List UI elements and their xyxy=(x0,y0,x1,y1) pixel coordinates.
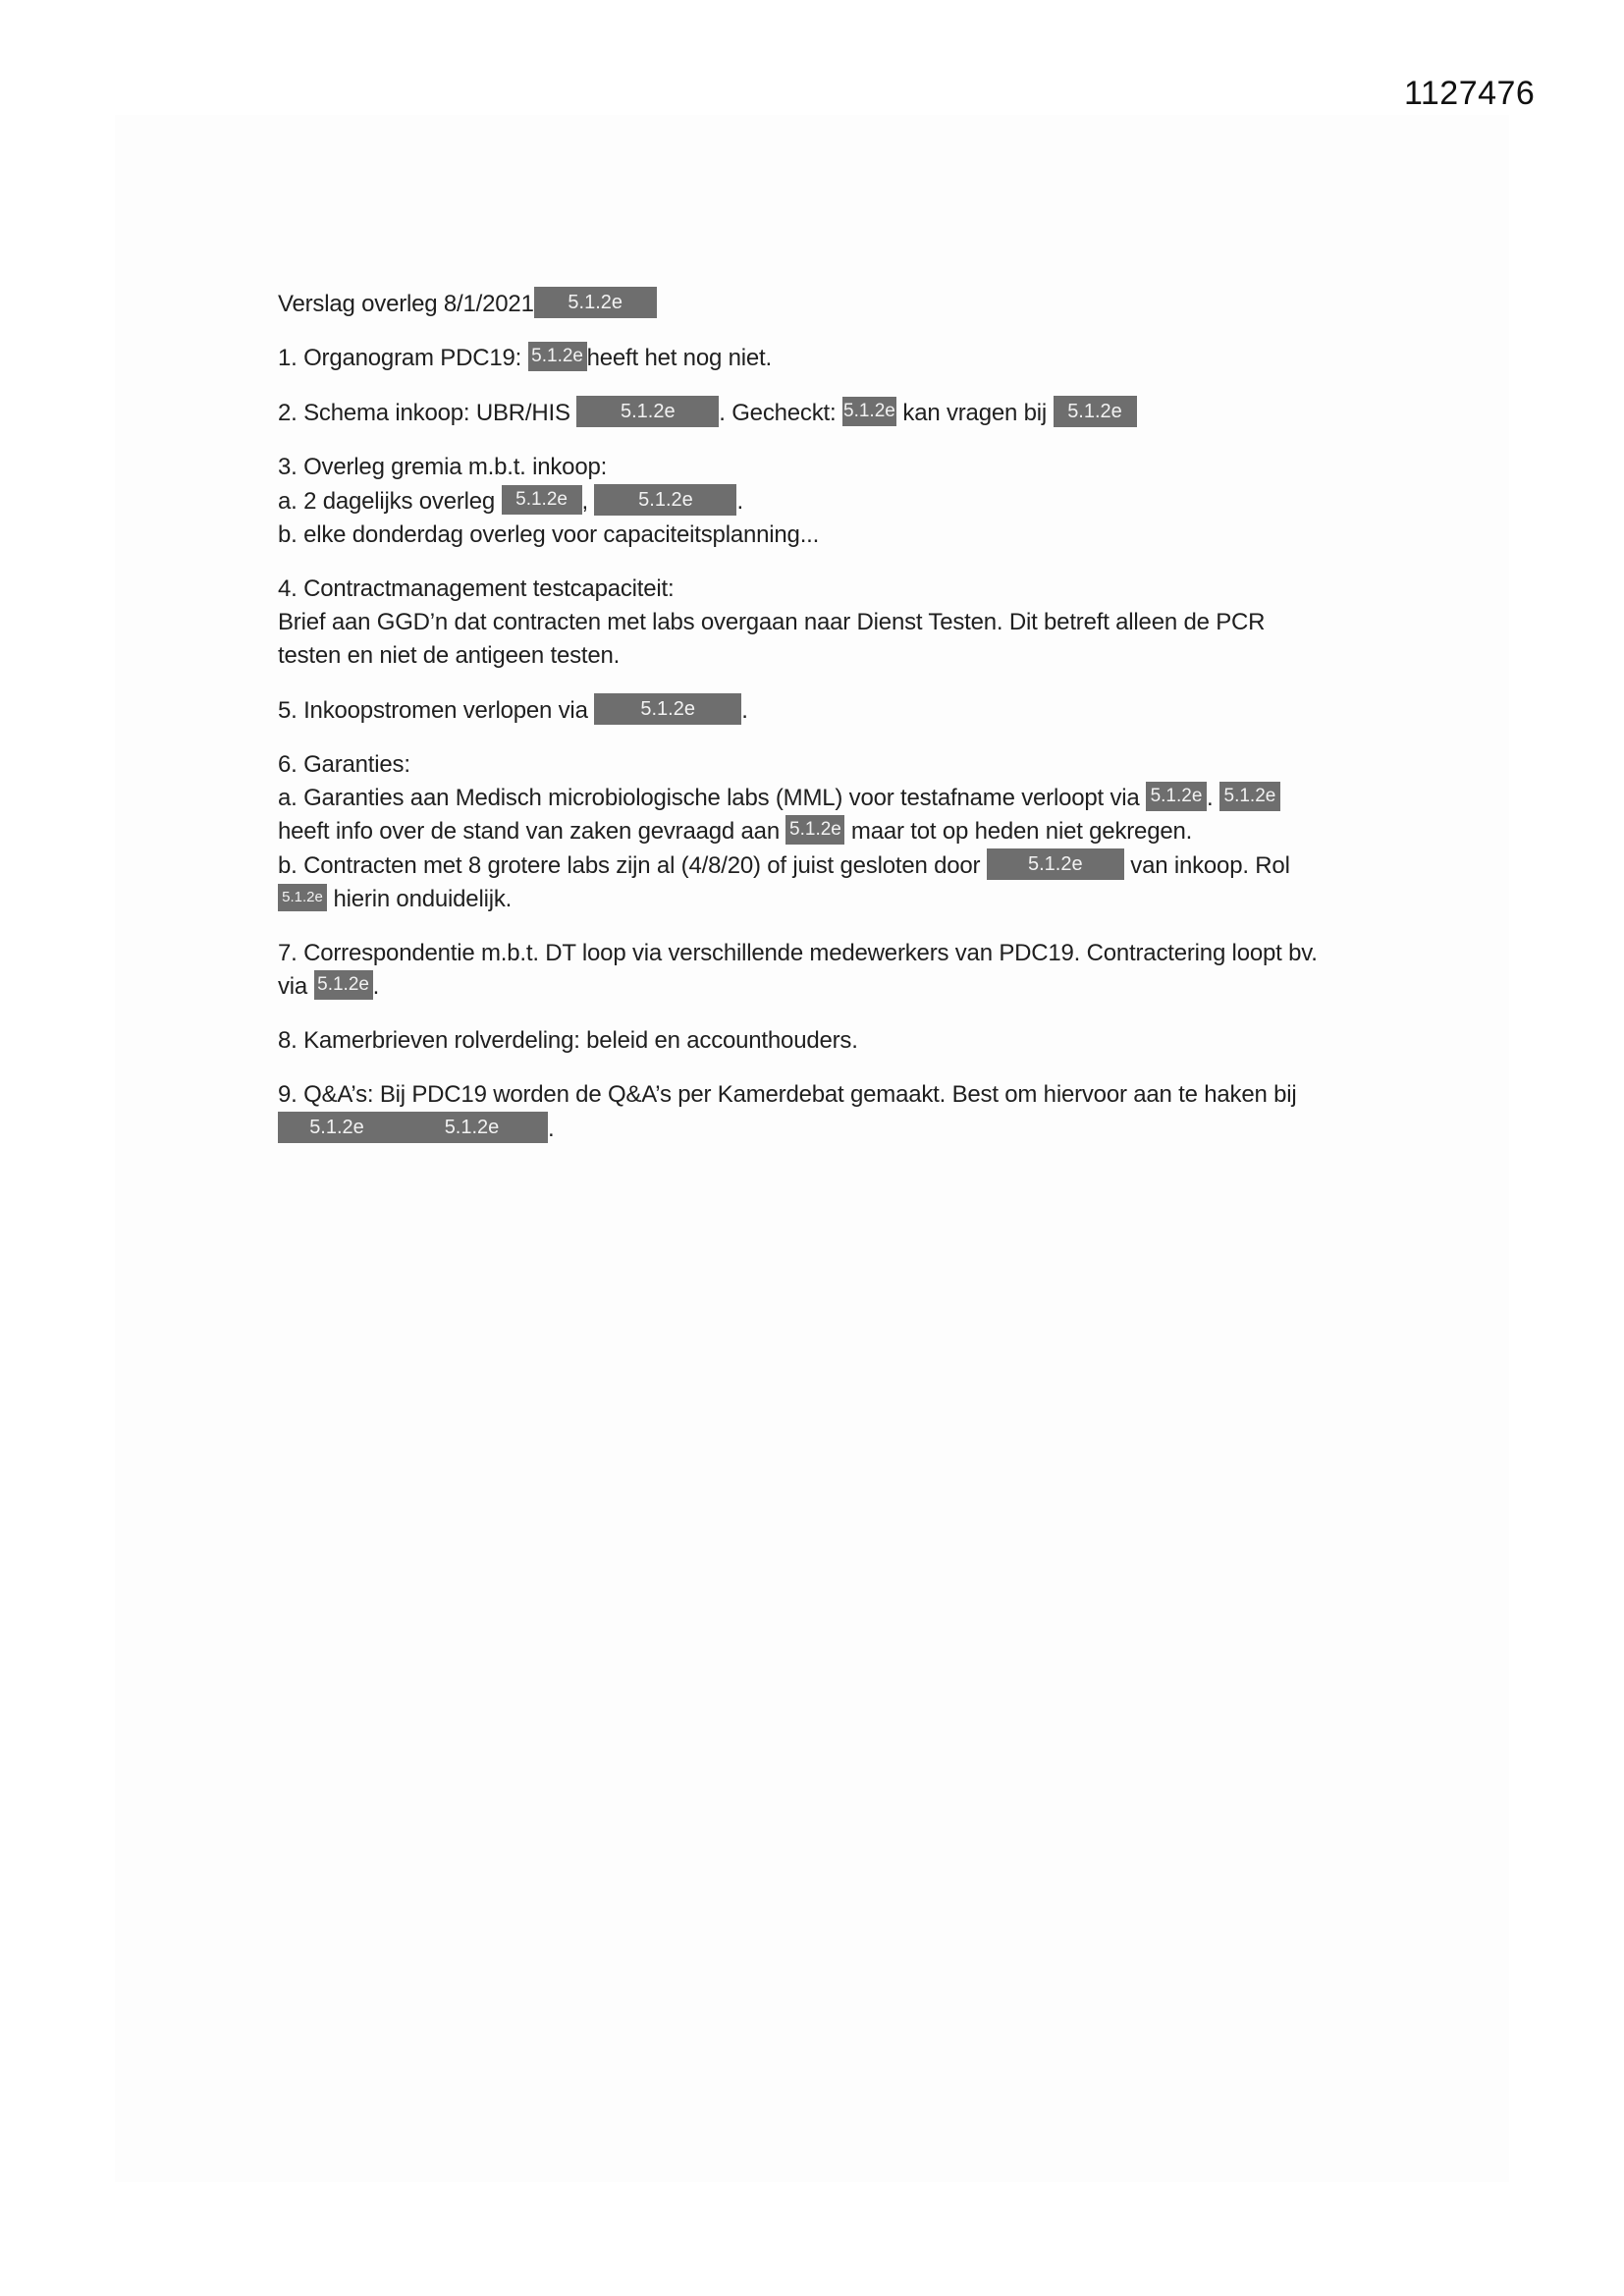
text-line xyxy=(278,693,1363,728)
text-run: via xyxy=(278,973,314,1000)
text-run: kan vragen bij xyxy=(895,400,1054,426)
redaction-box: 5.1.2e xyxy=(842,397,896,426)
text-line xyxy=(278,396,1363,430)
text-run: Brief aan GGD’n dat contracten met labs overgaan naar Dienst Testen. Dit betreft alleen de PCR xyxy=(278,609,1266,635)
text-line xyxy=(278,287,1363,321)
text-line xyxy=(278,748,1363,782)
redaction-box: 5.1.2e xyxy=(278,884,327,911)
text-run: b. Contracten met 8 grotere labs zijn al (4/8/20) of juist gesloten door xyxy=(278,852,987,879)
text-line xyxy=(278,484,1363,519)
text-run: heeft het nog niet. xyxy=(586,345,772,371)
redaction-box: 5.1.2e xyxy=(1146,782,1207,811)
item-7-correspondentie xyxy=(278,937,1363,1004)
text-line xyxy=(278,519,1363,552)
text-run: 9. Q&A’s: Bij PDC19 worden de Q&A’s per Kamerdebat gemaakt. Best om hiervoor aan te haken bij xyxy=(278,1081,1297,1108)
item-5-inkoopstromen xyxy=(278,693,1363,728)
text-line xyxy=(278,815,1363,848)
text-line xyxy=(278,1112,1363,1146)
text-run: 7. Correspondentie m.b.t. DT loop via verschillende medewerkers van PDC19. Contractering loopt bv. xyxy=(278,940,1318,966)
redaction-box: 5.1.2e xyxy=(528,342,587,371)
text-run: 8. Kamerbrieven rolverdeling: beleid en accounthouders. xyxy=(278,1027,858,1054)
text-run: heeft info over de stand van zaken gevraagd aan xyxy=(278,818,786,845)
text-run: . xyxy=(548,1116,555,1142)
text-line xyxy=(278,639,1363,673)
text-line xyxy=(278,1024,1363,1058)
text-run: 6. Garanties: xyxy=(278,751,410,778)
redaction-box: 5.1.2e xyxy=(534,287,657,318)
item-2-schema-inkoop xyxy=(278,396,1363,430)
redaction-box: 5.1.2e xyxy=(1054,396,1137,427)
text-run: hierin onduidelijk. xyxy=(327,886,513,912)
text-run: 5. Inkoopstromen verlopen via xyxy=(278,697,595,724)
text-line xyxy=(278,451,1363,484)
text-run: 4. Contractmanagement testcapaciteit: xyxy=(278,575,675,602)
redaction-box: 5.1.2e xyxy=(278,1112,396,1143)
redaction-box: 5.1.2e xyxy=(594,484,736,516)
redaction-box: 5.1.2e xyxy=(1219,782,1280,811)
text-run: Verslag overleg 8/1/2021 xyxy=(278,291,534,317)
text-run: maar tot op heden niet gekregen. xyxy=(844,818,1193,845)
item-4-contractmanagement xyxy=(278,573,1363,673)
redaction-box: 5.1.2e xyxy=(987,848,1124,880)
text-run: b. elke donderdag overleg voor capaciteitsplanning... xyxy=(278,521,820,548)
text-run: . xyxy=(372,973,380,1000)
text-run: a. Garanties aan Medisch microbiologische labs (MML) voor testafname verloopt via xyxy=(278,785,1146,811)
text-line xyxy=(278,782,1363,815)
title-line xyxy=(278,287,1363,321)
text-run: a. 2 dagelijks overleg xyxy=(278,488,502,515)
text-line xyxy=(278,883,1363,916)
redaction-box: 5.1.2e xyxy=(502,485,582,515)
document-number: 1127476 xyxy=(1404,75,1536,112)
item-8-kamerbrieven xyxy=(278,1024,1363,1058)
item-6-garanties xyxy=(278,748,1363,916)
redaction-box: 5.1.2e xyxy=(576,396,719,427)
text-line xyxy=(278,937,1363,970)
item-3-overleg-gremia xyxy=(278,451,1363,552)
text-run: 3. Overleg gremia m.b.t. inkoop: xyxy=(278,454,608,480)
text-line xyxy=(278,1078,1363,1112)
document-body xyxy=(278,287,1363,1167)
redaction-box: 5.1.2e xyxy=(785,815,844,845)
text-run: . xyxy=(736,488,743,515)
text-line xyxy=(278,342,1363,375)
redaction-box: 5.1.2e xyxy=(594,693,741,725)
text-line xyxy=(278,970,1363,1004)
text-run: . xyxy=(741,697,748,724)
text-run: , xyxy=(581,488,595,515)
text-line xyxy=(278,848,1363,883)
text-run: 2. Schema inkoop: UBR/HIS xyxy=(278,400,577,426)
text-run: . xyxy=(1207,785,1219,811)
text-run: . Gecheckt: xyxy=(719,400,842,426)
redaction-box: 5.1.2e xyxy=(314,970,373,1000)
text-run: testen en niet de antigeen testen. xyxy=(278,642,621,669)
redaction-box: 5.1.2e xyxy=(396,1112,548,1143)
text-line xyxy=(278,573,1363,606)
text-run: 1. Organogram PDC19: xyxy=(278,345,528,371)
text-run: van inkoop. Rol xyxy=(1123,852,1290,879)
text-line xyxy=(278,606,1363,639)
item-9-qas xyxy=(278,1078,1363,1146)
item-1-organogram xyxy=(278,342,1363,375)
